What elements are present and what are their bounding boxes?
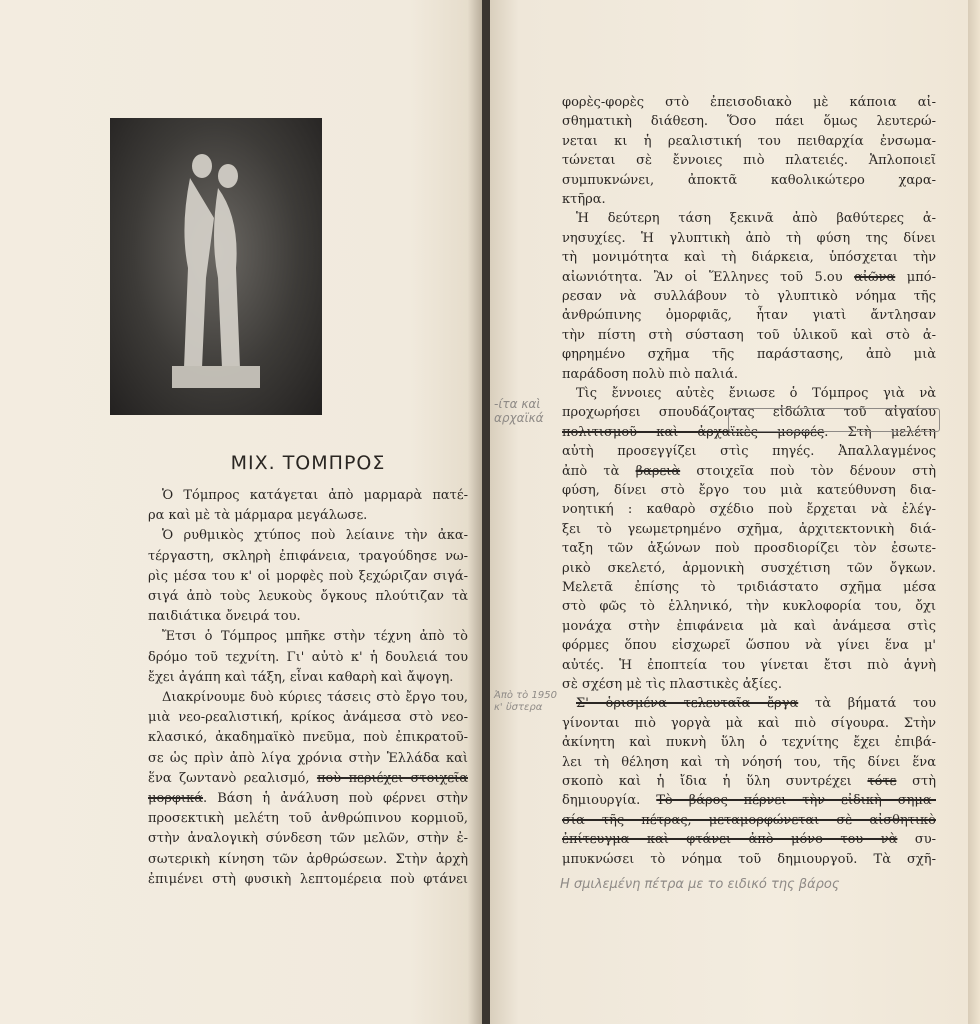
text-line: ἕνα ζωντανὸ ρεαλισμό, ποὺ περιέχει στοιχεῖα [148, 770, 468, 786]
sculpture-photo [110, 118, 322, 415]
text-line: Σ' ὁρισμένα τελευταῖα ἔργα τὰ βήματά του [576, 696, 936, 712]
struck-text: σία τῆς πέτρας, μεταμορφώνεται σὲ αἰσθητικὸ [562, 812, 936, 828]
text-line: σωτερικὴ κίνηση τῶν ἀρθρώσεων. Στὴν ἀρχὴ [148, 851, 468, 867]
text-line: σθηματικὴ διάθεση. Ὅσο πάει ὅμως λευτερώ- [562, 114, 936, 130]
text-line: σὲ σχέση μὲ τὶς πλαστικὲς ἀξίες. [562, 677, 782, 692]
text-line: συμπυκνώνει, ἀποκτᾶ καθολικώτερο χαρα- [562, 172, 936, 188]
text-line [562, 813, 936, 828]
text-line: πολιτισμοῦ καὶ ἀρχαϊκὲς μορφές. Στὴ μελέτη [562, 424, 936, 440]
struck-text: ποὺ περιέχει στοιχεῖα [316, 770, 468, 786]
page-title: ΜΙΧ. ΤΟΜΠΡΟΣ [230, 452, 386, 474]
text-line: Διακρίνουμε δυὸ κύριες τάσεις στὸ ἔργο του, [162, 690, 468, 705]
text-line: Ὁ Τόμπρος κατάγεται ἀπὸ μαρμαρὰ πατέ- [162, 488, 468, 503]
text-line: ἀνθρώπινης ὀμορφιᾶς, ἦταν γιατὶ ἄντλησαν [562, 308, 936, 324]
text-line: δημιουργία. Τὸ βάρος πέρνει τὴν εἰδικὴ σημα- [562, 793, 936, 809]
text-line: μορφικά. Βάση ἡ ἀνάλυση ποὺ φέρνει στὴν [148, 791, 468, 806]
text-line: αὐτὴ προσεγγίζει στὶς πηγές. Ἀπαλλαγμένος [562, 444, 936, 460]
text-line: ἔχει ἀγάπη καὶ τάξη, εἶναι καθαρὴ καὶ ἄψογη. [148, 669, 454, 685]
text-line: νοητική : καθαρὸ σχέδιο ποὺ ἔρχεται νὰ ἐλέγ- [562, 502, 936, 518]
text-line: ρεσαν νὰ συλλάβουν τὸ γλυπτικὸ νόημα τῆς [562, 289, 936, 304]
right-page [490, 0, 968, 1024]
text-line: νεται κι ἡ ρεαλιστική του πειθαρχία ἐνσωμα- [562, 133, 936, 149]
text-line: ρὶς μέσα του κ' οἱ μορφὲς ποὺ ξεχώριζαν σιγά- [148, 568, 468, 584]
struck-text: πολιτισμοῦ καὶ ἀρχαϊκὲς μορφές [562, 424, 825, 440]
struck-text: Τὸ βάρος πέρνει τὴν εἰδικὴ σημα- [656, 793, 936, 809]
text-line: παιδιάτικα ὄνειρά του. [148, 609, 301, 625]
struck-text: Σ' ὁρισμένα τελευταῖα ἔργα [576, 696, 799, 712]
text-line: κτῆρα. [562, 192, 606, 207]
handwritten-note-margin-right: -ίτα καὶ αρχαϊκά [494, 397, 544, 425]
handwritten-note-margin-left: Ἀπὸ τὸ 1950 κ' ὕστερα [494, 690, 557, 713]
text-line: Μελετᾶ ἐπίσης τὸ τριδιάστατο σχῆμα μέσα [562, 580, 936, 595]
text-line: σε ὡς πρὶν ἀπὸ λίγα χρόνια στὴν Ἑλλάδα καὶ [148, 750, 468, 766]
left-page [0, 0, 482, 1024]
text-line: κλασικό, ἀκαδημαϊκὸ πνεῦμα, ποὺ ἐπικρατοῦ- [148, 730, 468, 746]
text-line: Ἔτσι ὁ Τόμπρος μπῆκε στὴν τέχνη ἀπὸ τὸ [162, 629, 468, 645]
text-line: μπυκνώσει τὸ νόημα τοῦ δημιουργοῦ. Τὰ σχῆ- [562, 851, 936, 867]
text-line: ρικὸ σκελετό, ἁρμονικὴ συσχέτιση τῶν ὄγκων. [562, 560, 936, 576]
struck-text: τότε [867, 774, 897, 789]
text-line: τὴν πίστη στὴ σύσταση τοῦ ὑλικοῦ καὶ στὸ ἀ- [562, 327, 936, 343]
text-line: φόρμες ὅπου εἰσχωρεῖ ὥσπου νὰ γίνει ἕνα μ' [562, 638, 936, 654]
text-line: αὐτές. Ἡ ἐποπτεία του γίνεται ἔτσι πιὸ ἁγνὴ [562, 657, 936, 673]
handwritten-note-bottom: Η σμιλεμένη πέτρα με το ειδικό της βάρος [560, 877, 840, 892]
text-line: μιὰ νεο-ρεαλιστική, κρίκος ἀνάμεσα στὸ νεο- [148, 710, 468, 726]
text-line: ἐπίτευγμα καὶ φτάνει ἀπὸ μόνο του νὰ συ- [562, 832, 936, 848]
text-line: δρόμο τοῦ τεχνίτη. Γι' αὐτὸ κ' ἡ δουλειά του [148, 649, 468, 665]
text-line: λει τὴ θέληση καὶ τὴ νόησή του, τῆς δίνει ἕνα [562, 754, 936, 770]
text-line: τέργαστη, σκληρὴ ἐπιφάνεια, τραγούδησε νω- [148, 548, 468, 564]
text-line: στὴν ἀναλογικὴ σύνδεση τῶν μελῶν, στὴν ἐ- [148, 831, 468, 847]
text-line: προσεκτικὴ μελέτη τοῦ ἀνθρώπινου κορμιοῦ, [148, 811, 468, 827]
struck-text: βαρειὰ [635, 463, 681, 479]
text-line: ἀπὸ τὰ βαρειὰ στοιχεῖα ποὺ τὸν δένουν στὴ [562, 463, 936, 479]
text-line: παράδοση πολὺ πιὸ παλιά. [562, 366, 739, 382]
struck-text: αἰῶνα [854, 269, 896, 285]
text-line: ἐπιμένει στὴ φυσικὴ λεπτομέρεια ποὺ φτάνει [148, 871, 468, 887]
text-line: φύση, δίνει στὸ ἔργο του μιὰ κατεύθυνση δια- [562, 483, 936, 498]
text-line: ταξη τῶν ἀξώνων ποὺ προσδιορίζει τὸν ἐσωτε- [562, 541, 936, 557]
text-line: μονάχα στὴν ἐπιφάνεια μὰ καὶ ἀνάμεσα στὶς [562, 618, 936, 634]
text-line: τὴ μονιμότητα καὶ τὴ διάρκεια, ὑπόσχεται τὴν [562, 250, 936, 266]
text-line: ξει τὸ γεωμετρημένο σχῆμα, ἀρχιτεκτονικὴ διά- [562, 521, 936, 537]
text-line: φηρημένο σχῆμα τῆς παράστασης, ἀπὸ μιὰ [562, 347, 936, 363]
text-line: γίνονται πιὸ γοργὰ μὰ καὶ πιὸ σίγουρα. Στὴν [562, 715, 936, 731]
annotation-box [728, 408, 940, 432]
text-line: σκοπὸ καὶ ἡ ἴδια ἡ ὕλη συντρέχει τότε στὴ [562, 774, 936, 789]
text-line: αἰωνιότητα. Ἂν οἱ Ἕλληνες τοῦ 5.ου αἰῶνα μπό- [562, 269, 936, 285]
struck-text: μορφικά [148, 791, 204, 806]
page-edge [968, 0, 980, 1024]
struck-text: ἐπίτευγμα καὶ φτάνει ἀπὸ μόνο του νὰ [562, 832, 898, 848]
text-line: φορὲς-φορὲς στὸ ἐπεισοδιακὸ μὲ κάποια αἰ- [562, 95, 936, 110]
text-line: στὸ φῶς τὸ ἑλληνικό, τὴν κυκλοφορία του, ὄχι [562, 599, 936, 615]
text-line: Τὶς ἔννοιες αὐτὲς ἔνιωσε ὁ Τόμπρος γιὰ νὰ [576, 386, 936, 401]
text-line: ἀκίνητη καὶ πυκνὴ ὕλη ὁ τεχνίτης ἔχει ἐπιβά- [562, 735, 936, 751]
text-line: ρα καὶ μὲ τὰ μάρμαρα μεγάλωσε. [148, 508, 368, 524]
text-line: προχωρήσει σπουδάζοντας εἰδώλια τοῦ αἰγαίου [562, 405, 936, 421]
text-line: τώνεται σὲ ἔννοιες πιὸ πλατειές. Ἁπλοποιεῖ [562, 153, 936, 169]
text-line: νησυχίες. Ἡ γλυπτικὴ ἀπὸ τὴ φύση της δίνει [562, 230, 936, 246]
text-line: Ἡ δεύτερη τάση ξεκινᾶ ἀπὸ βαθύτερες ἀ- [576, 211, 936, 227]
text-line: Ὁ ρυθμικὸς χτύπος ποὺ λείαινε τὴν ἀκα- [162, 528, 468, 544]
text-line: σιγά ἀπὸ τοὺς λευκοὺς ὄγκους πλούτιζαν τὰ [148, 589, 468, 604]
